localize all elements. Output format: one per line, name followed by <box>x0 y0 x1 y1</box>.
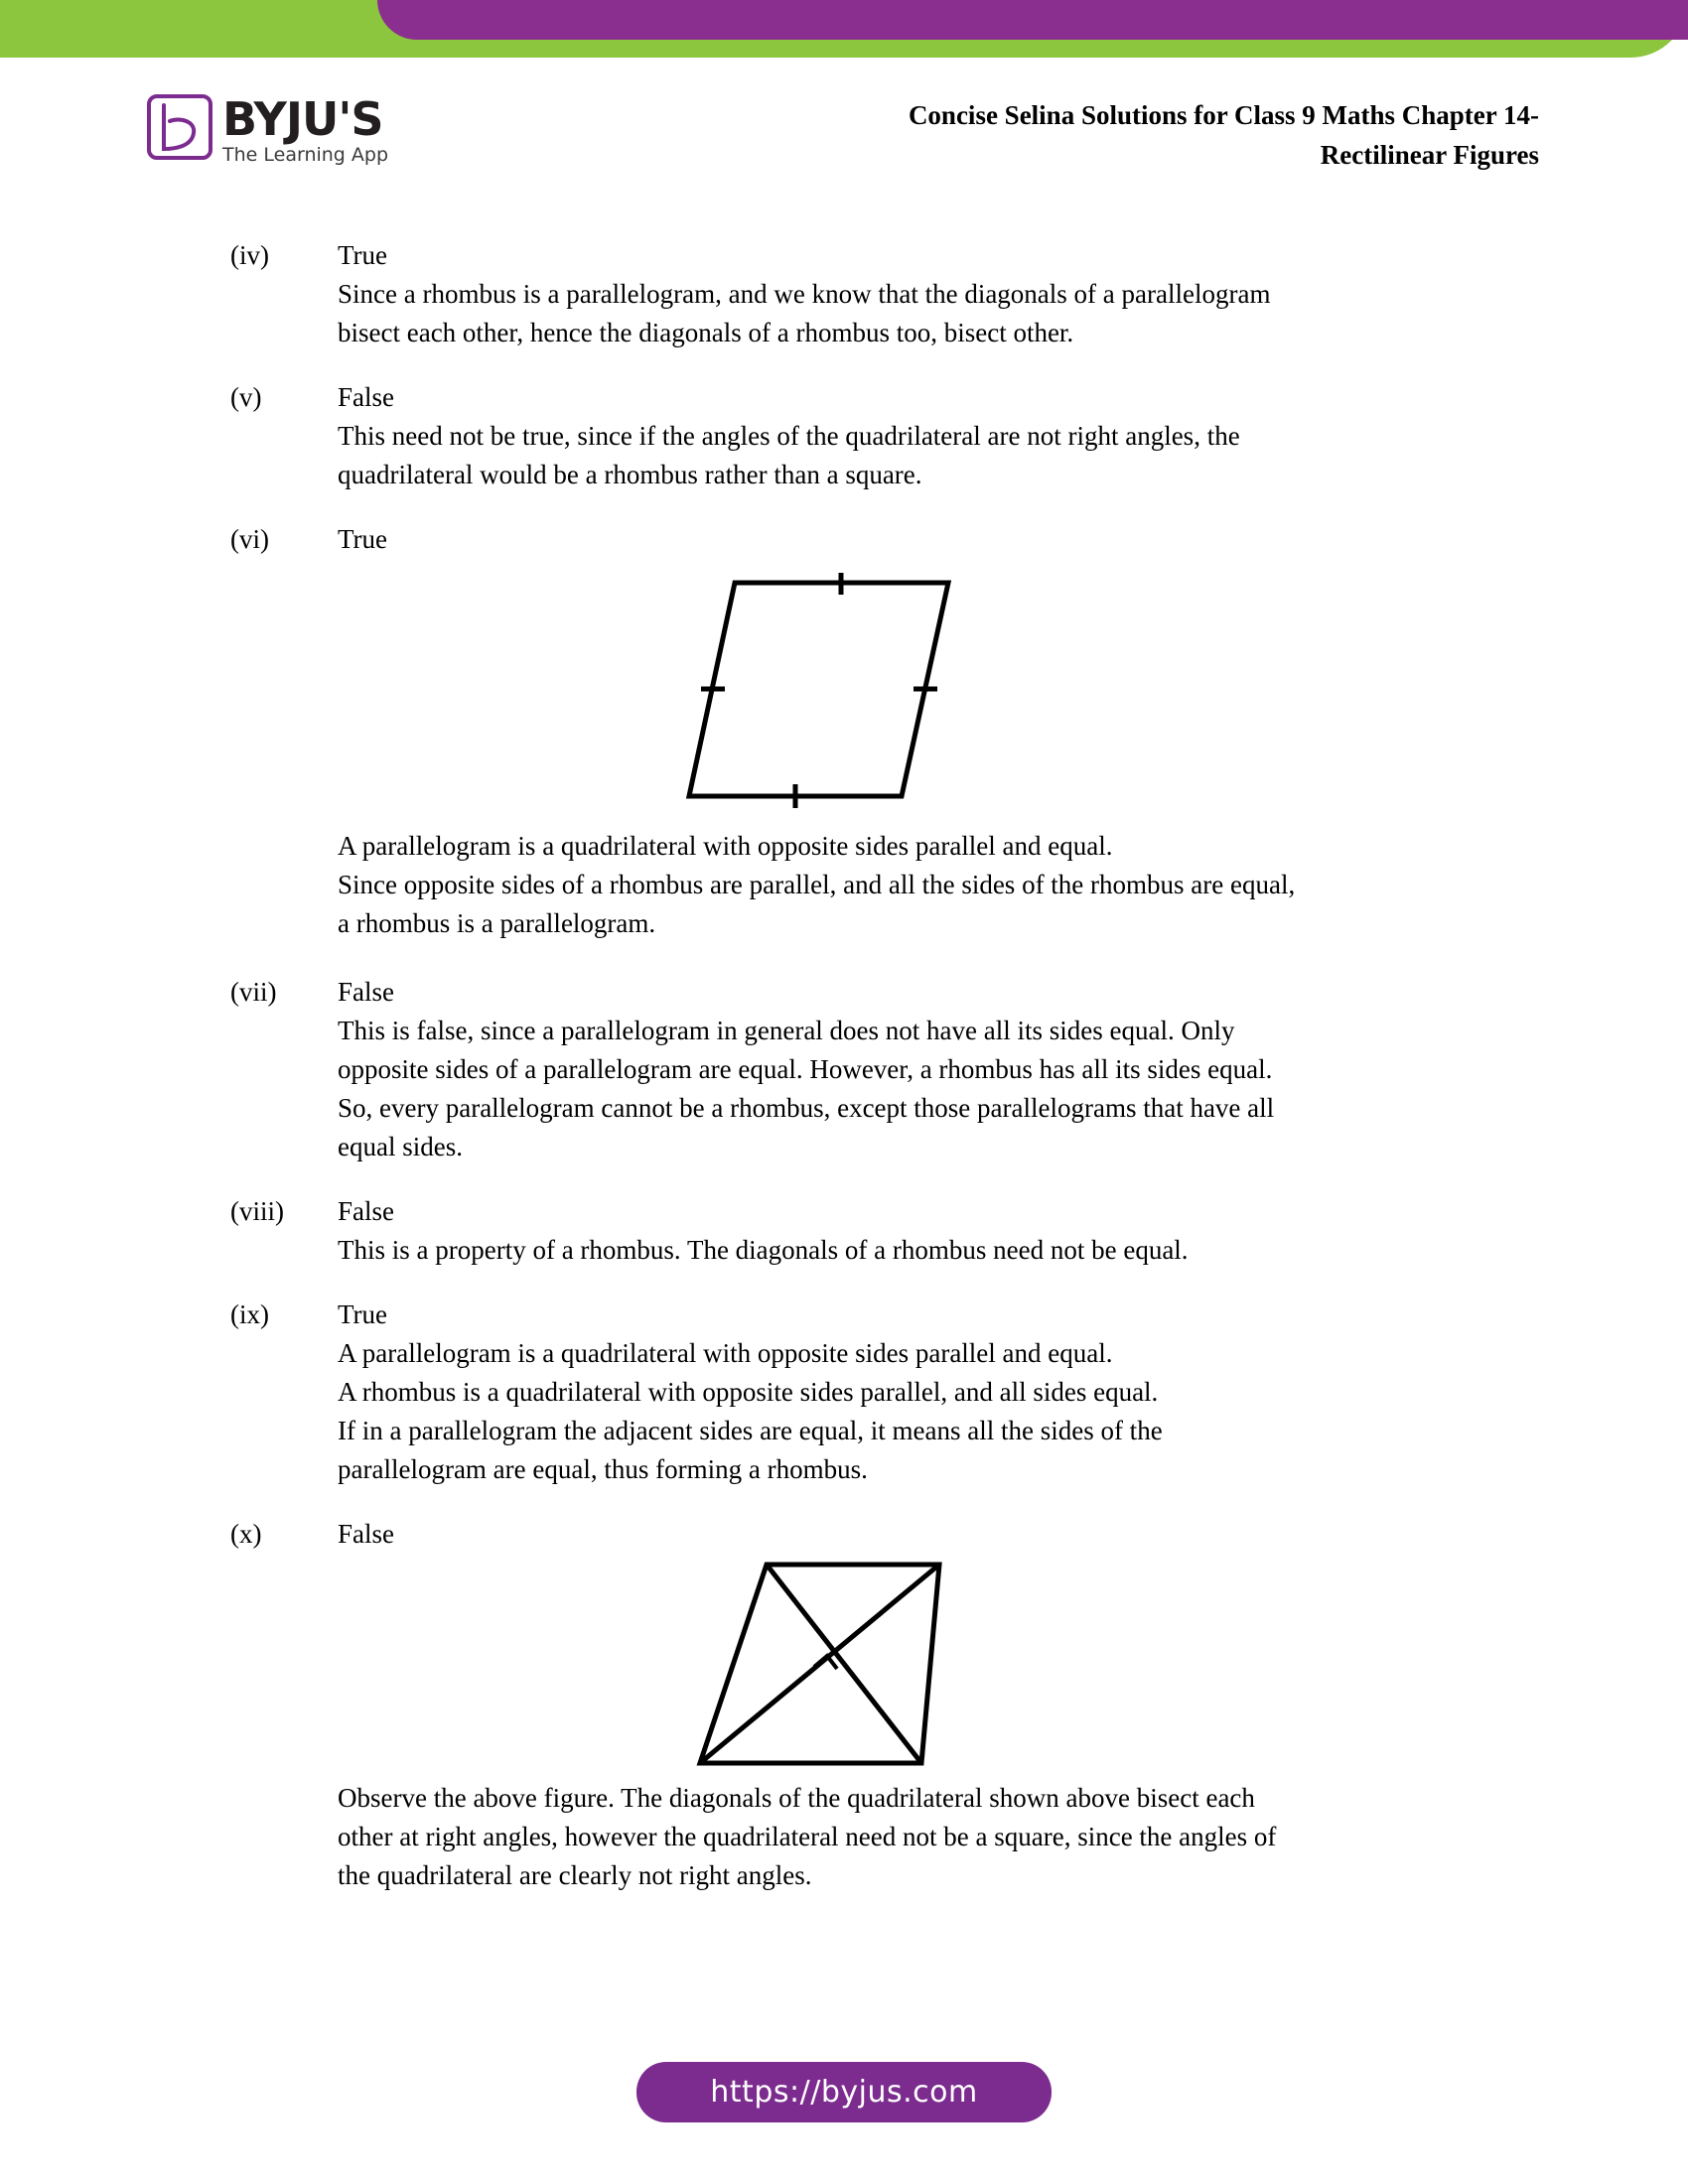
solution-item <box>0 1296 1688 1489</box>
solution-item <box>0 973 1688 1166</box>
item-line: This is false, since a parallelogram in general does not have all its sides equal. Only <box>338 1016 1235 1045</box>
item-number: (viii) <box>230 1196 284 1226</box>
caption-line: the quadrilateral are clearly not right angles. <box>338 1860 812 1890</box>
figure-caption <box>0 827 1688 943</box>
purple-banner-bar <box>377 0 1688 40</box>
page-title <box>909 95 1539 175</box>
rhombus-diagonals-figure <box>0 1554 1688 1779</box>
item-line: A parallelogram is a quadrilateral with opposite sides parallel and equal. <box>338 1338 1113 1368</box>
byjus-logo-text <box>222 94 388 166</box>
page-title-line-2: Rectilinear Figures <box>1320 140 1539 170</box>
item-number: (ix) <box>230 1299 269 1329</box>
item-line: A rhombus is a quadrilateral with opposite sides parallel, and all sides equal. <box>338 1377 1159 1407</box>
parallelogram-figure <box>0 559 1688 827</box>
solutions-content <box>0 236 1688 1895</box>
item-line: opposite sides of a parallelogram are equal. However, a rhombus has all its sides equal. <box>338 1054 1273 1084</box>
item-answer: True <box>338 524 388 554</box>
item-line: equal sides. <box>338 1132 463 1161</box>
page-title-line-1: Concise Selina Solutions for Class 9 Maths Chapter 14- <box>908 100 1539 130</box>
solution-item <box>0 236 1688 352</box>
item-answer: False <box>338 1519 394 1549</box>
item-answer: True <box>338 240 388 270</box>
parallelogram-diagram-icon <box>685 573 1003 821</box>
solution-item <box>0 520 1688 559</box>
item-number: (iv) <box>230 240 269 270</box>
item-number: (x) <box>230 1519 262 1549</box>
item-line: This need not be true, since if the angles of the quadrilateral are not right angles, the <box>338 421 1240 451</box>
item-body <box>338 236 1519 352</box>
item-line: This is a property of a rhombus. The diagonals of a rhombus need not be equal. <box>338 1235 1189 1265</box>
item-body <box>338 1296 1519 1489</box>
brand-tagline: The Learning App <box>222 144 389 166</box>
solution-item <box>0 1192 1688 1270</box>
item-body <box>338 1515 1519 1554</box>
item-answer: False <box>338 382 394 412</box>
caption-line: A parallelogram is a quadrilateral with opposite sides parallel and equal. <box>338 831 1113 861</box>
figure-caption <box>0 1779 1688 1895</box>
rhombus-with-diagonals-icon <box>695 1560 993 1773</box>
byjus-website-link[interactable]: https://byjus.com <box>636 2062 1051 2122</box>
item-line: If in a parallelogram the adjacent sides are equal, it means all the sides of the <box>338 1416 1163 1445</box>
item-answer: False <box>338 977 394 1007</box>
caption-line: Observe the above figure. The diagonals of the quadrilateral shown above bisect each <box>338 1783 1255 1813</box>
item-number: (vi) <box>230 524 269 554</box>
byjus-logo-icon <box>147 94 212 160</box>
solution-item <box>0 378 1688 494</box>
item-number: (vii) <box>230 977 277 1007</box>
item-body <box>338 520 1519 559</box>
item-body <box>338 378 1519 494</box>
item-answer: False <box>338 1196 394 1226</box>
item-answer: True <box>338 1299 388 1329</box>
item-line: bisect each other, hence the diagonals of a rhombus too, bisect other. <box>338 318 1074 347</box>
item-line: So, every parallelogram cannot be a rhombus, except those parallelograms that have all <box>338 1093 1275 1123</box>
b-letter-icon <box>158 103 206 155</box>
item-line: parallelogram are equal, thus forming a rhombus. <box>338 1454 868 1484</box>
caption-line: Since opposite sides of a rhombus are parallel, and all the sides of the rhombus are equal, <box>338 870 1296 899</box>
item-body <box>338 973 1519 1166</box>
brand-name: BYJU'S <box>222 92 383 146</box>
item-line: quadrilateral would be a rhombus rather than a square. <box>338 460 922 489</box>
page-footer <box>0 2062 1688 2122</box>
item-line: Since a rhombus is a parallelogram, and we know that the diagonals of a parallelogram <box>338 279 1271 309</box>
solution-item <box>0 1515 1688 1554</box>
byjus-logo <box>147 94 388 166</box>
decorative-top-bars <box>0 0 1688 62</box>
page-header <box>0 79 1688 189</box>
caption-line: other at right angles, however the quadrilateral need not be a square, since the angles of <box>338 1822 1277 1851</box>
item-number: (v) <box>230 382 262 412</box>
caption-line: a rhombus is a parallelogram. <box>338 908 656 938</box>
item-body <box>338 1192 1519 1270</box>
